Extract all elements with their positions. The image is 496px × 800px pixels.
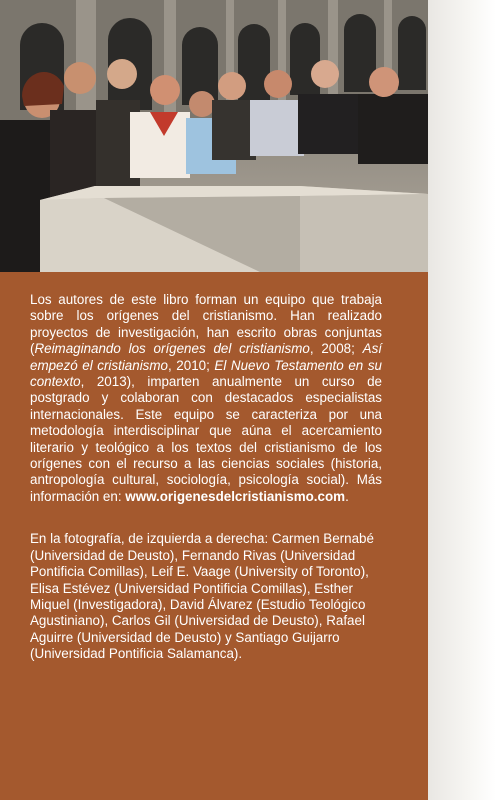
book-title-1: Reimaginando los orígenes del cristianismo	[34, 341, 310, 357]
book-title-3: El Nuevo Testamento en su contexto	[30, 357, 382, 390]
bio-year-1: , 2008;	[309, 341, 363, 357]
page-edge	[428, 0, 496, 800]
bio-paragraph	[30, 292, 382, 505]
bio-rest: , 2013), imparten anualmente un curso de postgrado y colaboran con destacados especialistas internacionales. Este equipo se caracteriza por una metodología interdisciplinar que aúna el acercamiento literario y teológico a los textos del cristianismo de los orígenes con el recurso a las ciencias sociales (historia, antropología cultural, sociología, psicología social). Más información en:	[30, 374, 382, 504]
website-link[interactable]: www.origenesdelcristianismo.com	[125, 488, 346, 504]
authors-bio	[30, 292, 382, 505]
bio-end: .	[345, 488, 349, 504]
photo-credits-text: En la fotografía, de izquierda a derecha: Carmen Bernabé (Universidad de Deusto), Fernando Rivas (Universidad Pontificia Comillas), Leif E. Vaage (University of Toronto), Elisa Estévez (Universidad Pontificia Comillas), Esther Miquel (Investigadora), David Álvarez (Estudio Teológico Agustiniano), Carlos Gil (Universidad de Deusto), Rafael Aguirre (Universidad de Deusto) y Santiago Guijarro (Universidad Pontificia Salamanca).	[30, 531, 374, 662]
cover-text	[30, 292, 382, 663]
authors-group-photo	[0, 0, 428, 272]
book-title-2: Así empezó el cristianismo	[30, 341, 382, 373]
bio-year-2: , 2010;	[167, 357, 215, 373]
photo-credits	[30, 531, 382, 662]
bio-intro: Los autores de este libro forman un equipo que trabaja sobre los orígenes del cristianismo. Han realizado proyectos de investigación, han escrito obras conjuntas (	[30, 292, 382, 357]
